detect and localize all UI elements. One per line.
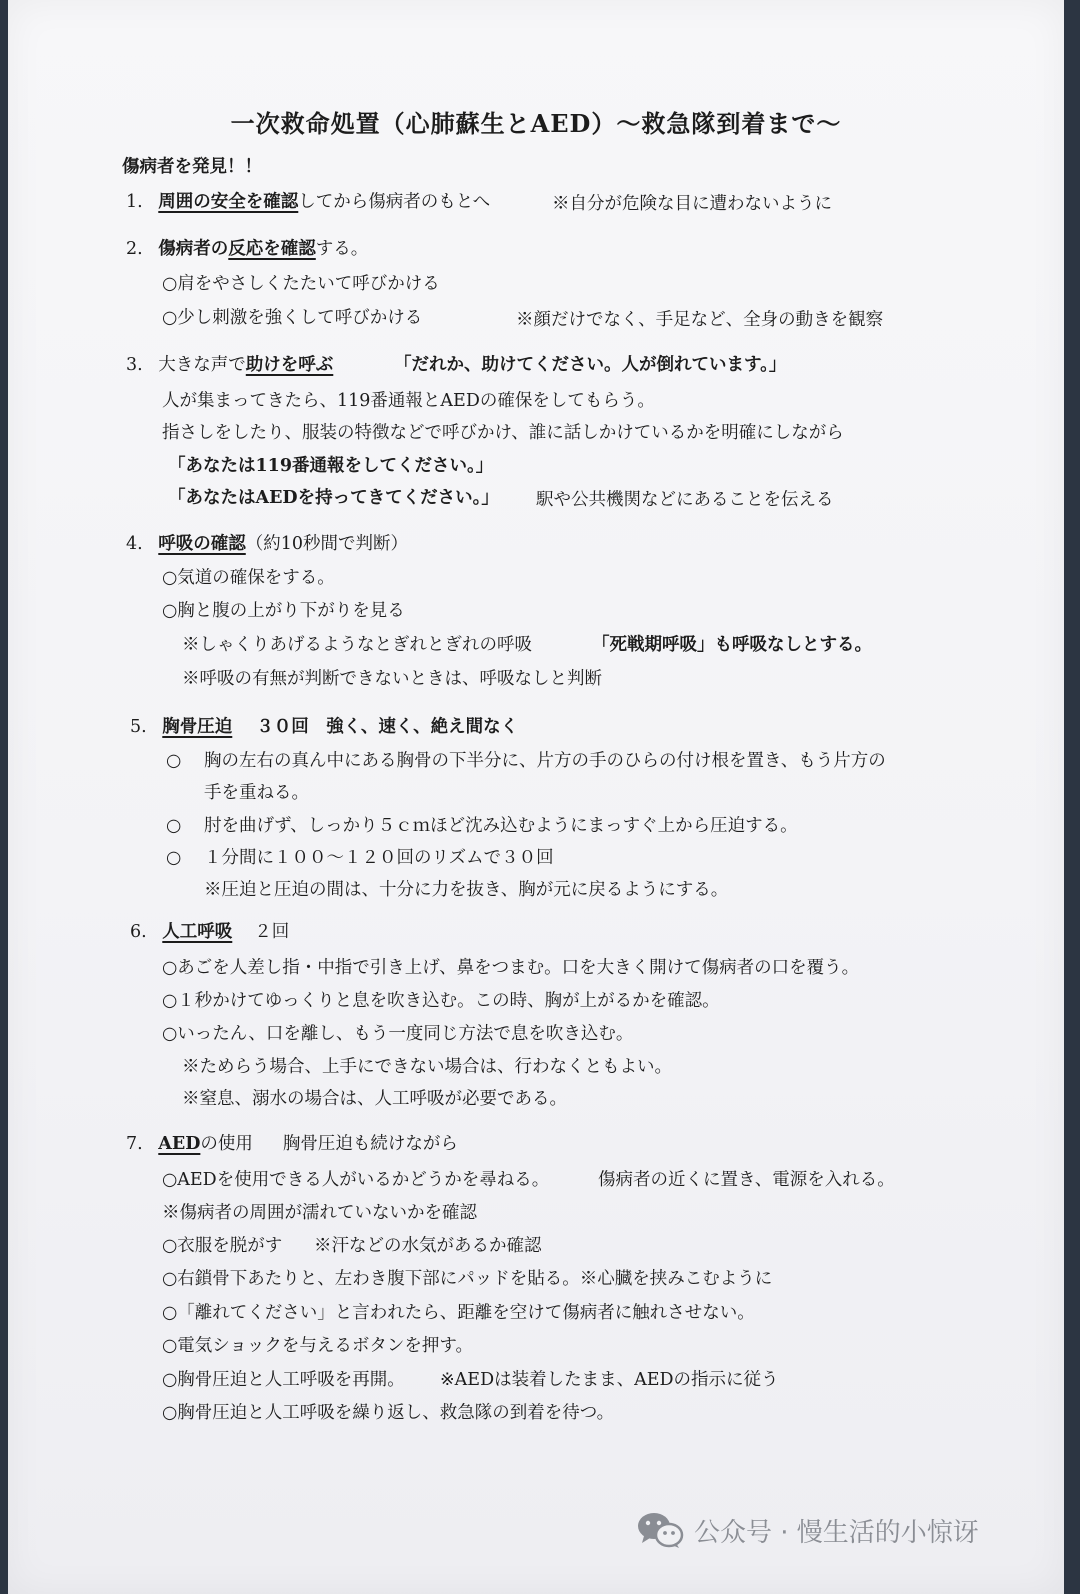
section-number: 5. <box>130 717 147 737</box>
section-keyword: 呼吸の確認 <box>158 534 246 554</box>
list-item: ○衣服を脱がす <box>162 1236 283 1256</box>
list-item: ○AEDを使用できる人がいるかどうかを尋ねる。 <box>162 1170 550 1190</box>
section-number: 4. <box>126 534 143 554</box>
section-number: 3. <box>126 355 143 375</box>
section-7-note: ※汗などの水気があるか確認 <box>314 1236 542 1256</box>
section-text: ２回 <box>254 922 290 942</box>
section-6-note: ※窒息、溺水の場合は、人工呼吸が必要である。 <box>182 1089 567 1109</box>
list-item: 指さしをしたり、服装の特徴などで呼びかけ、誰に話しかけているかを明確にしながら <box>162 423 844 443</box>
page-title: 一次救命処置（心肺蘇生とAED）〜救急隊到着まで〜 <box>230 109 842 138</box>
section-7-heading <box>126 1133 458 1155</box>
list-item: ○胸骨圧迫と人工呼吸を繰り返し、救急隊の到着を待つ。 <box>162 1403 615 1423</box>
section-text: ３０回 強く、速く、絶え間なく <box>256 717 519 737</box>
list-item: ○いったん、口を離し、もう一度同じ方法で息を吹き込む。 <box>162 1024 634 1044</box>
list-item: 肘を曲げず、しっかり５ｃｍほど沈み込むようにまっすぐ上から圧迫する。 <box>204 816 798 836</box>
bullet: ○ <box>166 848 182 868</box>
list-item: １分間に１００〜１２０回のリズムで３０回 <box>204 848 554 868</box>
section-7-note: ※傷病者の周囲が濡れていないかを確認 <box>162 1203 477 1223</box>
section-number: 1. <box>126 192 143 212</box>
section-7-note: ※AEDは装着したまま、AEDの指示に従う <box>440 1370 779 1390</box>
section-text: の使用 <box>200 1134 253 1154</box>
list-item: ○あごを人差し指・中指で引き上げ、鼻をつまむ。口を大きく開けて傷病者の口を覆う。 <box>162 958 860 978</box>
section-2-heading <box>126 238 368 260</box>
document-page <box>8 0 1064 1594</box>
section-keyword: 助けを呼ぶ <box>245 355 334 375</box>
section-text: （約10秒間で判断） <box>245 534 409 554</box>
list-item: 「あなたはAEDを持ってきてください。」 <box>168 488 499 508</box>
section-text: 傷病者の <box>158 239 229 259</box>
list-item: ○「離れてください」と言われたら、距離を空けて傷病者に触れさせない。 <box>162 1303 755 1323</box>
section-3-heading <box>126 354 333 376</box>
section-1-heading <box>126 191 490 213</box>
section-number: 2. <box>126 239 143 259</box>
section-text: 胸骨圧迫も続けながら <box>282 1134 458 1154</box>
section-4-note: ※しゃくりあげるようなとぎれとぎれの呼吸 <box>182 635 532 655</box>
bullet: ○ <box>166 816 182 836</box>
section-text: する。 <box>315 239 369 259</box>
list-item: ○少し刺激を強くして呼びかける <box>162 308 423 328</box>
section-4-heading <box>126 533 408 555</box>
list-item: 人が集まってきたら、119番通報とAEDの確保をしてもらう。 <box>162 391 655 411</box>
section-1-note: ※自分が危険な目に遭わないように <box>552 194 832 214</box>
list-item: ○１秒かけてゆっくりと息を吹き込む。この時、胸が上がるかを確認。 <box>162 991 720 1011</box>
section-6-heading <box>130 921 289 943</box>
watermark <box>636 1508 979 1552</box>
section-3-note: 駅や公共機関などにあることを伝える <box>536 490 834 510</box>
intro-text: 傷病者を発見！！ <box>122 157 262 177</box>
bullet: ○ <box>166 751 182 771</box>
list-item: ○肩をやさしくたたいて呼びかける <box>162 274 440 294</box>
list-item: 「あなたは119番通報をしてください。」 <box>168 456 494 476</box>
section-7-note: 傷病者の近くに置き、電源を入れる。 <box>598 1170 895 1190</box>
list-item: 胸の左右の真ん中にある胸骨の下半分に、片方の手のひらの付け根を置き、もう片方の <box>204 751 886 771</box>
section-2-note: ※顔だけでなく、手足など、全身の動きを観察 <box>516 310 884 330</box>
list-item: ○電気ショックを与えるボタンを押す。 <box>162 1336 474 1356</box>
list-item: ○胸と腹の上がり下がりを見る <box>162 601 405 621</box>
list-item: ○右鎖骨下あたりと、左わき腹下部にパッドを貼る。※心臓を挟みこむように <box>162 1269 773 1289</box>
section-number: 6. <box>130 922 147 942</box>
section-5-heading <box>130 716 518 738</box>
wechat-icon <box>636 1510 684 1550</box>
section-5-note: ※圧迫と圧迫の間は、十分に力を抜き、胸が元に戻るようにする。 <box>204 880 729 900</box>
list-item: ○胸骨圧迫と人工呼吸を再開。 <box>162 1370 405 1390</box>
section-text: してから傷病者のもとへ <box>298 192 491 212</box>
section-number: 7. <box>126 1134 143 1154</box>
section-4-note: ※呼吸の有無が判断できないときは、呼吸なしと判断 <box>182 669 602 689</box>
section-keyword: 胸骨圧迫 <box>162 717 233 737</box>
list-item: 手を重ねる。 <box>204 783 309 803</box>
section-6-note: ※ためらう場合、上手にできない場合は、行わなくともよい。 <box>182 1057 672 1077</box>
list-item: ○気道の確保をする。 <box>162 568 335 588</box>
watermark-text: 公众号 · 慢生活的小惊讶 <box>694 1517 979 1548</box>
section-keyword: 反応を確認 <box>228 239 316 259</box>
section-keyword: 周囲の安全を確認 <box>158 192 299 212</box>
section-text: 大きな声で <box>158 355 246 375</box>
section-4-note: 「死戦期呼吸」も呼吸なしとする。 <box>592 635 872 655</box>
section-3-quote: 「だれか、助けてください。人が倒れています。」 <box>394 355 787 375</box>
section-keyword: 人工呼吸 <box>162 922 233 942</box>
section-keyword: AED <box>158 1134 201 1154</box>
